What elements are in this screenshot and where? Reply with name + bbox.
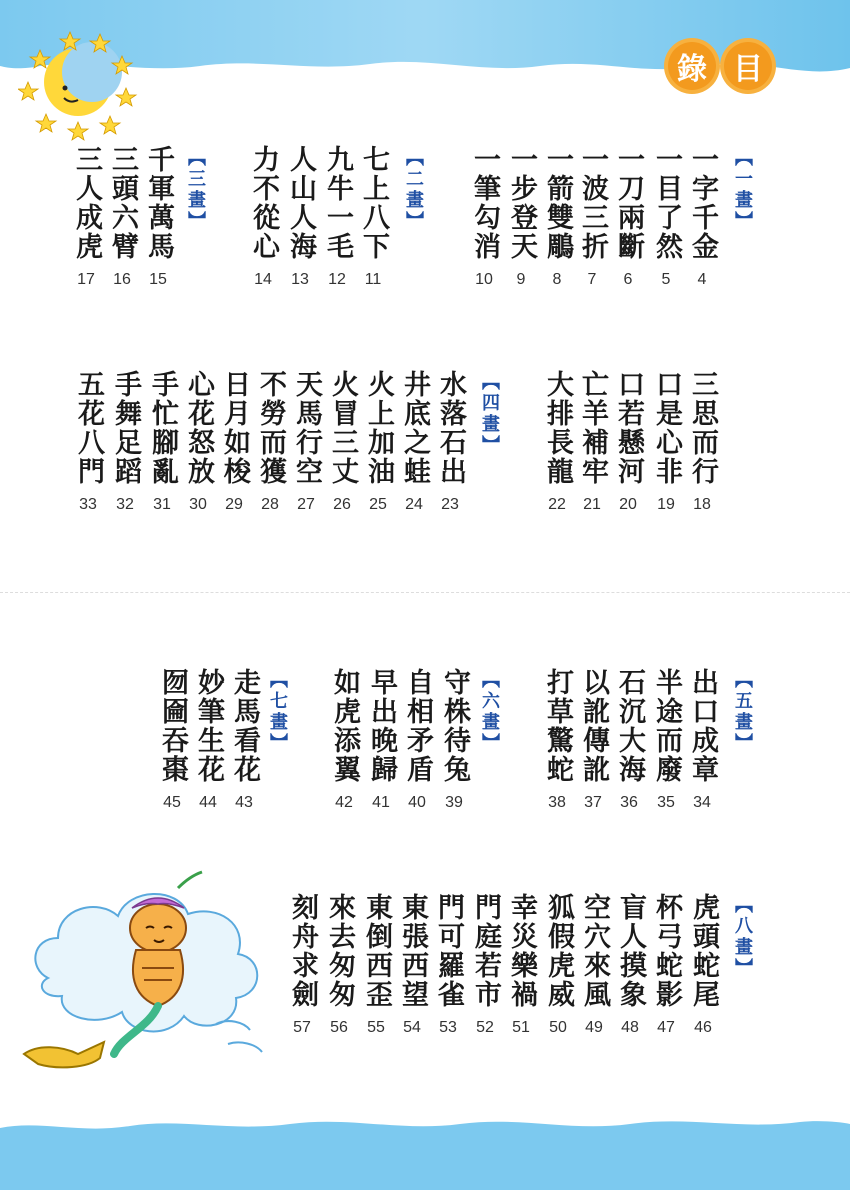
section-label-5: 【五畫】	[732, 670, 753, 754]
page-number: 47	[657, 1019, 675, 1036]
page-number: 4	[697, 271, 707, 288]
list-item[interactable]	[576, 893, 612, 1036]
page-number: 50	[549, 1019, 567, 1036]
idiom: 三頭六臂	[107, 145, 138, 261]
idiom: 杯弓蛇影	[651, 893, 682, 1009]
section-label-7: 【七畫】	[267, 670, 288, 754]
page-number: 34	[693, 794, 711, 811]
idiom: 東倒西歪	[361, 893, 392, 1009]
list-item[interactable]	[321, 893, 357, 1036]
page-number: 23	[441, 496, 459, 513]
list-item[interactable]	[70, 370, 106, 513]
page-number: 11	[364, 271, 382, 288]
idiom: 火上加油	[363, 370, 394, 486]
idiom: 手忙腳亂	[147, 370, 178, 486]
section-label-6: 【六畫】	[479, 670, 500, 754]
page-number: 39	[445, 794, 463, 811]
idiom: 打草驚蛇	[542, 668, 573, 784]
idiom: 走馬看花	[229, 668, 260, 784]
idiom: 出口成章	[687, 668, 718, 784]
idiom: 空穴來風	[579, 893, 610, 1009]
list-item[interactable]	[363, 668, 399, 811]
idiom: 三人成虎	[71, 145, 102, 261]
page-number: 40	[408, 794, 426, 811]
section-label-8: 【八畫】	[732, 895, 753, 979]
idiom: 七上八下	[358, 145, 389, 261]
idiom: 如虎添翼	[329, 668, 360, 784]
idiom: 天馬行空	[291, 370, 322, 486]
list-item[interactable]	[324, 370, 360, 513]
page-number: 14	[254, 271, 272, 288]
list-item[interactable]	[574, 370, 610, 513]
list-item[interactable]	[648, 370, 684, 513]
idiom: 門庭若市	[470, 893, 501, 1009]
page-number: 37	[584, 794, 602, 811]
page-number: 30	[189, 496, 207, 513]
page-number: 7	[587, 271, 597, 288]
idiom: 心花怒放	[183, 370, 214, 486]
idiom: 狐假虎威	[543, 893, 574, 1009]
idiom: 口若懸河	[613, 370, 644, 486]
page-number: 29	[225, 496, 243, 513]
page-number: 41	[372, 794, 390, 811]
page-number: 49	[585, 1019, 603, 1036]
section-label-2: 【二畫】	[403, 148, 424, 232]
list-item[interactable]	[360, 370, 396, 513]
list-item[interactable]	[252, 370, 288, 513]
page-number: 20	[619, 496, 637, 513]
page-number: 10	[475, 271, 493, 288]
page-number: 12	[328, 271, 346, 288]
list-item[interactable]	[610, 370, 646, 513]
idiom: 刻舟求劍	[287, 893, 318, 1009]
page-number: 16	[113, 271, 131, 288]
list-item[interactable]	[226, 668, 262, 811]
list-item[interactable]	[396, 370, 432, 513]
list-item[interactable]	[154, 668, 190, 811]
idiom: 千軍萬馬	[143, 145, 174, 261]
idiom: 口是心非	[651, 370, 682, 486]
page-number: 6	[623, 271, 633, 288]
list-item[interactable]	[394, 893, 430, 1036]
page-number: 45	[163, 794, 181, 811]
list-item[interactable]	[540, 893, 576, 1036]
idiom: 以訛傳訛	[578, 668, 609, 784]
idiom: 人山人海	[285, 145, 316, 261]
list-item[interactable]	[684, 668, 720, 811]
idiom: 一步登天	[506, 145, 537, 261]
idiom: 一刀兩斷	[613, 145, 644, 261]
list-item[interactable]	[190, 668, 226, 811]
page-number: 21	[583, 496, 601, 513]
page-number: 28	[261, 496, 279, 513]
list-item[interactable]	[539, 370, 575, 513]
idiom: 妙筆生花	[193, 668, 224, 784]
idiom: 九牛一毛	[322, 145, 353, 261]
page-number: 46	[694, 1019, 712, 1036]
page-number: 13	[291, 271, 309, 288]
list-item[interactable]	[610, 145, 646, 288]
idiom: 來去匆匆	[324, 893, 355, 1009]
page-number: 24	[405, 496, 423, 513]
page-number: 36	[620, 794, 638, 811]
page-number: 31	[153, 496, 171, 513]
page-number: 38	[548, 794, 566, 811]
list-item[interactable]	[68, 145, 104, 288]
idiom: 一字千金	[687, 145, 718, 261]
page-number: 8	[552, 271, 562, 288]
page-number: 42	[335, 794, 353, 811]
idiom: 守株待兔	[439, 668, 470, 784]
crescent-moon-icon	[18, 22, 138, 142]
idiom: 半途而廢	[651, 668, 682, 784]
list-item[interactable]	[284, 893, 320, 1036]
list-item[interactable]	[216, 370, 252, 513]
list-item[interactable]	[319, 145, 355, 288]
list-item[interactable]	[282, 145, 318, 288]
list-item[interactable]	[355, 145, 391, 288]
idiom: 井底之蛙	[399, 370, 430, 486]
list-item[interactable]	[503, 145, 539, 288]
list-item[interactable]	[575, 668, 611, 811]
page-number: 55	[367, 1019, 385, 1036]
list-item[interactable]	[466, 145, 502, 288]
list-item[interactable]	[245, 145, 281, 288]
page-number: 15	[149, 271, 167, 288]
page-number: 27	[297, 496, 315, 513]
page-divider	[0, 592, 850, 593]
list-item[interactable]	[684, 370, 720, 513]
list-item[interactable]	[685, 893, 721, 1036]
list-item[interactable]	[140, 145, 176, 288]
page-number: 22	[548, 496, 566, 513]
idiom: 盲人摸象	[615, 893, 646, 1009]
idiom: 東張西望	[397, 893, 428, 1009]
page-number: 19	[657, 496, 675, 513]
list-item[interactable]	[104, 145, 140, 288]
idiom: 自相矛盾	[402, 668, 433, 784]
page-number: 52	[476, 1019, 494, 1036]
idiom: 門可羅雀	[433, 893, 464, 1009]
idiom: 日月如梭	[219, 370, 250, 486]
tiger-genie-illustration	[18, 858, 288, 1078]
page-number: 18	[693, 496, 711, 513]
page-number: 25	[369, 496, 387, 513]
page-number: 26	[333, 496, 351, 513]
page-number: 33	[79, 496, 97, 513]
title-char-2: 目	[724, 42, 772, 90]
page-number: 51	[512, 1019, 530, 1036]
list-item[interactable]	[574, 145, 610, 288]
page-number: 53	[439, 1019, 457, 1036]
idiom: 力不從心	[248, 145, 279, 261]
list-item[interactable]	[358, 893, 394, 1036]
idiom: 亡羊補牢	[577, 370, 608, 486]
idiom: 火冒三丈	[327, 370, 358, 486]
page-number: 44	[199, 794, 217, 811]
idiom: 大排長龍	[542, 370, 573, 486]
section-label-4: 【四畫】	[479, 372, 500, 456]
idiom: 三思而行	[687, 370, 718, 486]
list-item[interactable]	[539, 668, 575, 811]
list-item[interactable]	[467, 893, 503, 1036]
page-number: 54	[403, 1019, 421, 1036]
section-label-1: 【一畫】	[732, 148, 753, 232]
list-item[interactable]	[432, 370, 468, 513]
idiom: 水落石出	[435, 370, 466, 486]
idiom: 石沉大海	[614, 668, 645, 784]
page-number: 57	[293, 1019, 311, 1036]
list-item[interactable]	[326, 668, 362, 811]
idiom: 早出晚歸	[366, 668, 397, 784]
list-item[interactable]	[612, 893, 648, 1036]
page-title	[668, 42, 772, 90]
list-item[interactable]	[648, 145, 684, 288]
list-item[interactable]	[288, 370, 324, 513]
idiom: 一箭雙鵰	[542, 145, 573, 261]
idiom: 不勞而獲	[255, 370, 286, 486]
list-item[interactable]	[436, 668, 472, 811]
list-item[interactable]	[430, 893, 466, 1036]
list-item[interactable]	[399, 668, 435, 811]
list-item[interactable]	[611, 668, 647, 811]
page-number: 35	[657, 794, 675, 811]
idiom: 一目了然	[651, 145, 682, 261]
page-number: 43	[235, 794, 253, 811]
list-item[interactable]	[648, 893, 684, 1036]
idiom: 五花八門	[73, 370, 104, 486]
page-number: 5	[661, 271, 671, 288]
page-number: 48	[621, 1019, 639, 1036]
list-item[interactable]	[648, 668, 684, 811]
idiom: 手舞足蹈	[110, 370, 141, 486]
idiom: 一筆勾消	[469, 145, 500, 261]
page-number: 9	[516, 271, 526, 288]
list-item[interactable]	[539, 145, 575, 288]
idiom: 一波三折	[577, 145, 608, 261]
list-item[interactable]	[684, 145, 720, 288]
page-number: 17	[77, 271, 95, 288]
list-item[interactable]	[503, 893, 539, 1036]
page-number: 32	[116, 496, 134, 513]
bottom-wave-border	[0, 1100, 850, 1190]
section-label-3: 【三畫】	[185, 148, 206, 232]
idiom: 虎頭蛇尾	[688, 893, 719, 1009]
idiom: 囫圇吞棗	[157, 668, 188, 784]
list-item[interactable]	[180, 370, 216, 513]
list-item[interactable]	[144, 370, 180, 513]
idiom: 幸災樂禍	[506, 893, 537, 1009]
title-char-1: 錄	[668, 42, 716, 90]
page-number: 56	[330, 1019, 348, 1036]
list-item[interactable]	[107, 370, 143, 513]
